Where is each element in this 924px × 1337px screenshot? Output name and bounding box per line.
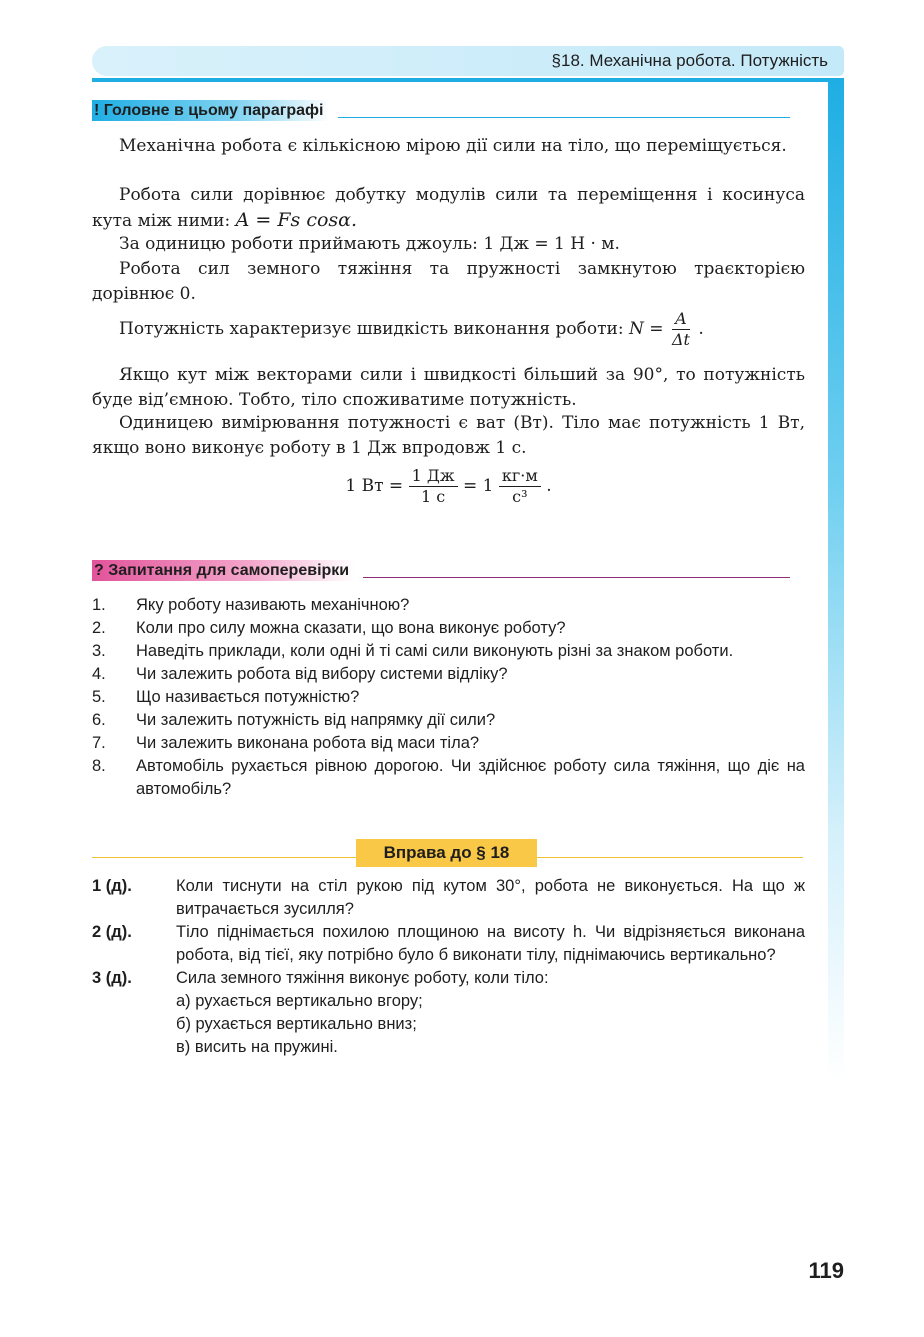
question-number: 8. — [92, 757, 106, 775]
page-number: 119 — [808, 1258, 844, 1283]
question-item — [92, 686, 805, 709]
question-item — [92, 755, 805, 801]
exercise-number: 3 (д). — [92, 969, 132, 987]
summary-paragraph-5: Потужність характеризує швидкість виконання роботи: N = $\frac{A}{\Delta t}$ . — [119, 309, 704, 349]
exercise-item — [92, 875, 805, 921]
summary-title-text: Головне в цьому параграфі — [103, 102, 324, 119]
exercise-rule-right — [537, 857, 803, 858]
summary-title-rule — [338, 117, 791, 118]
question-item — [92, 709, 805, 732]
exclamation-icon: ! — [94, 102, 100, 119]
questions-title-text: Запитання для самоперевірки — [108, 562, 350, 579]
question-item — [92, 663, 805, 686]
summary-paragraph-7: Одиницею вимірювання потужності є ват (Вт). Тіло має потужність 1 Вт, якщо воно виконує роботу в 1 Дж впродовж 1 с. — [92, 413, 805, 458]
questions-section-title — [92, 559, 790, 581]
work-formula: A = Fs cosα. — [235, 209, 358, 231]
exercise-title: Вправа до § 18 — [356, 839, 537, 867]
question-text: Чи залежить потужність від напрямку дії сили? — [136, 711, 496, 729]
exercise-subitem-text: в) висить на пружині. — [176, 1038, 338, 1056]
running-header: §18. Механічна робота. Потужність — [551, 51, 828, 70]
question-number: 2. — [92, 619, 106, 637]
exercise-subitem — [92, 990, 805, 1013]
summary-paragraph-1: Механічна робота є кількісною мірою дії сили на тіло, що переміщується. — [119, 136, 787, 156]
power-formula-lhs: N = — [629, 319, 664, 339]
summary-section-title — [92, 99, 790, 121]
exercise-subitem-text: а) рухається вертикально вгору; — [176, 992, 423, 1010]
exercise-list — [92, 875, 805, 1059]
summary-paragraph-3: За одиницю роботи приймають джоуль: 1 Дж = 1 Н · м. — [119, 234, 620, 254]
header-rule — [92, 78, 844, 82]
question-item — [92, 594, 805, 617]
exercise-subitem — [92, 1036, 805, 1059]
question-text: Яку роботу називають механічною? — [136, 596, 410, 614]
exercise-subitem-text: б) рухається вертикально вниз; — [176, 1015, 417, 1033]
question-text: Чи залежить виконана робота від маси тіла? — [136, 734, 480, 752]
questions-title-rule — [363, 577, 790, 578]
summary-paragraph-6: Якщо кут між векторами сили і швидкості більший за 90°, то потужність буде від’ємною. Тобто, тіло споживатиме потужність. — [92, 365, 805, 410]
question-item — [92, 732, 805, 755]
power-formula-fraction: $\frac{A}{\Delta t}$ — [671, 309, 690, 349]
question-mark-icon: ? — [94, 562, 104, 579]
question-number: 6. — [92, 711, 106, 729]
question-text: Автомобіль рухається рівною дорогою. Чи здійснює роботу сила тяжіння, що діє на автомобіль? — [136, 757, 805, 798]
question-number: 1. — [92, 596, 106, 614]
question-number: 5. — [92, 688, 106, 706]
exercise-rule-left — [92, 857, 356, 858]
summary-paragraph-4: Робота сил земного тяжіння та пружності замкнутою траєкторією дорівнює 0. — [92, 259, 805, 304]
unit-formula: 1 Вт = $\frac{1 Дж}{1 с}$ = 1 $\frac{кг\cdot м}{\text{с³}}$ . — [345, 466, 552, 506]
question-item — [92, 640, 805, 663]
exercise-text: Коли тиснути на стіл рукою під кутом 30°, робота не виконується. На що ж витрачається зусилля? — [176, 877, 805, 918]
question-text: Чи залежить робота від вибору системи відліку? — [136, 665, 508, 683]
question-number: 7. — [92, 734, 106, 752]
exercise-item — [92, 921, 805, 967]
exercise-item — [92, 967, 805, 990]
exercise-text: Тіло піднімається похилою площиною на висоту h. Чи відрізняється виконана робота, від тієї, яку потрібно було б виконати тілу, піднімаючись вертикально? — [176, 923, 805, 964]
question-text: Що називається потужністю? — [136, 688, 360, 706]
questions-list — [92, 594, 805, 801]
exercise-subitem — [92, 1013, 805, 1036]
question-text: Коли про силу можна сказати, що вона виконує роботу? — [136, 619, 566, 637]
exercise-text: Сила земного тяжіння виконує роботу, коли тіло: — [176, 969, 549, 987]
question-text: Наведіть приклади, коли одні й ті самі сили виконують різні за знаком роботи. — [136, 642, 734, 660]
summary-paragraph-2: Робота сили дорівнює добутку модулів сили та переміщення і косинуса кута між ними: A = Fs cosα. — [92, 185, 805, 231]
question-item — [92, 617, 805, 640]
question-number: 3. — [92, 642, 106, 660]
exercise-number: 2 (д). — [92, 923, 132, 941]
exercise-number: 1 (д). — [92, 877, 132, 895]
side-color-strip — [828, 82, 844, 1082]
question-number: 4. — [92, 665, 106, 683]
